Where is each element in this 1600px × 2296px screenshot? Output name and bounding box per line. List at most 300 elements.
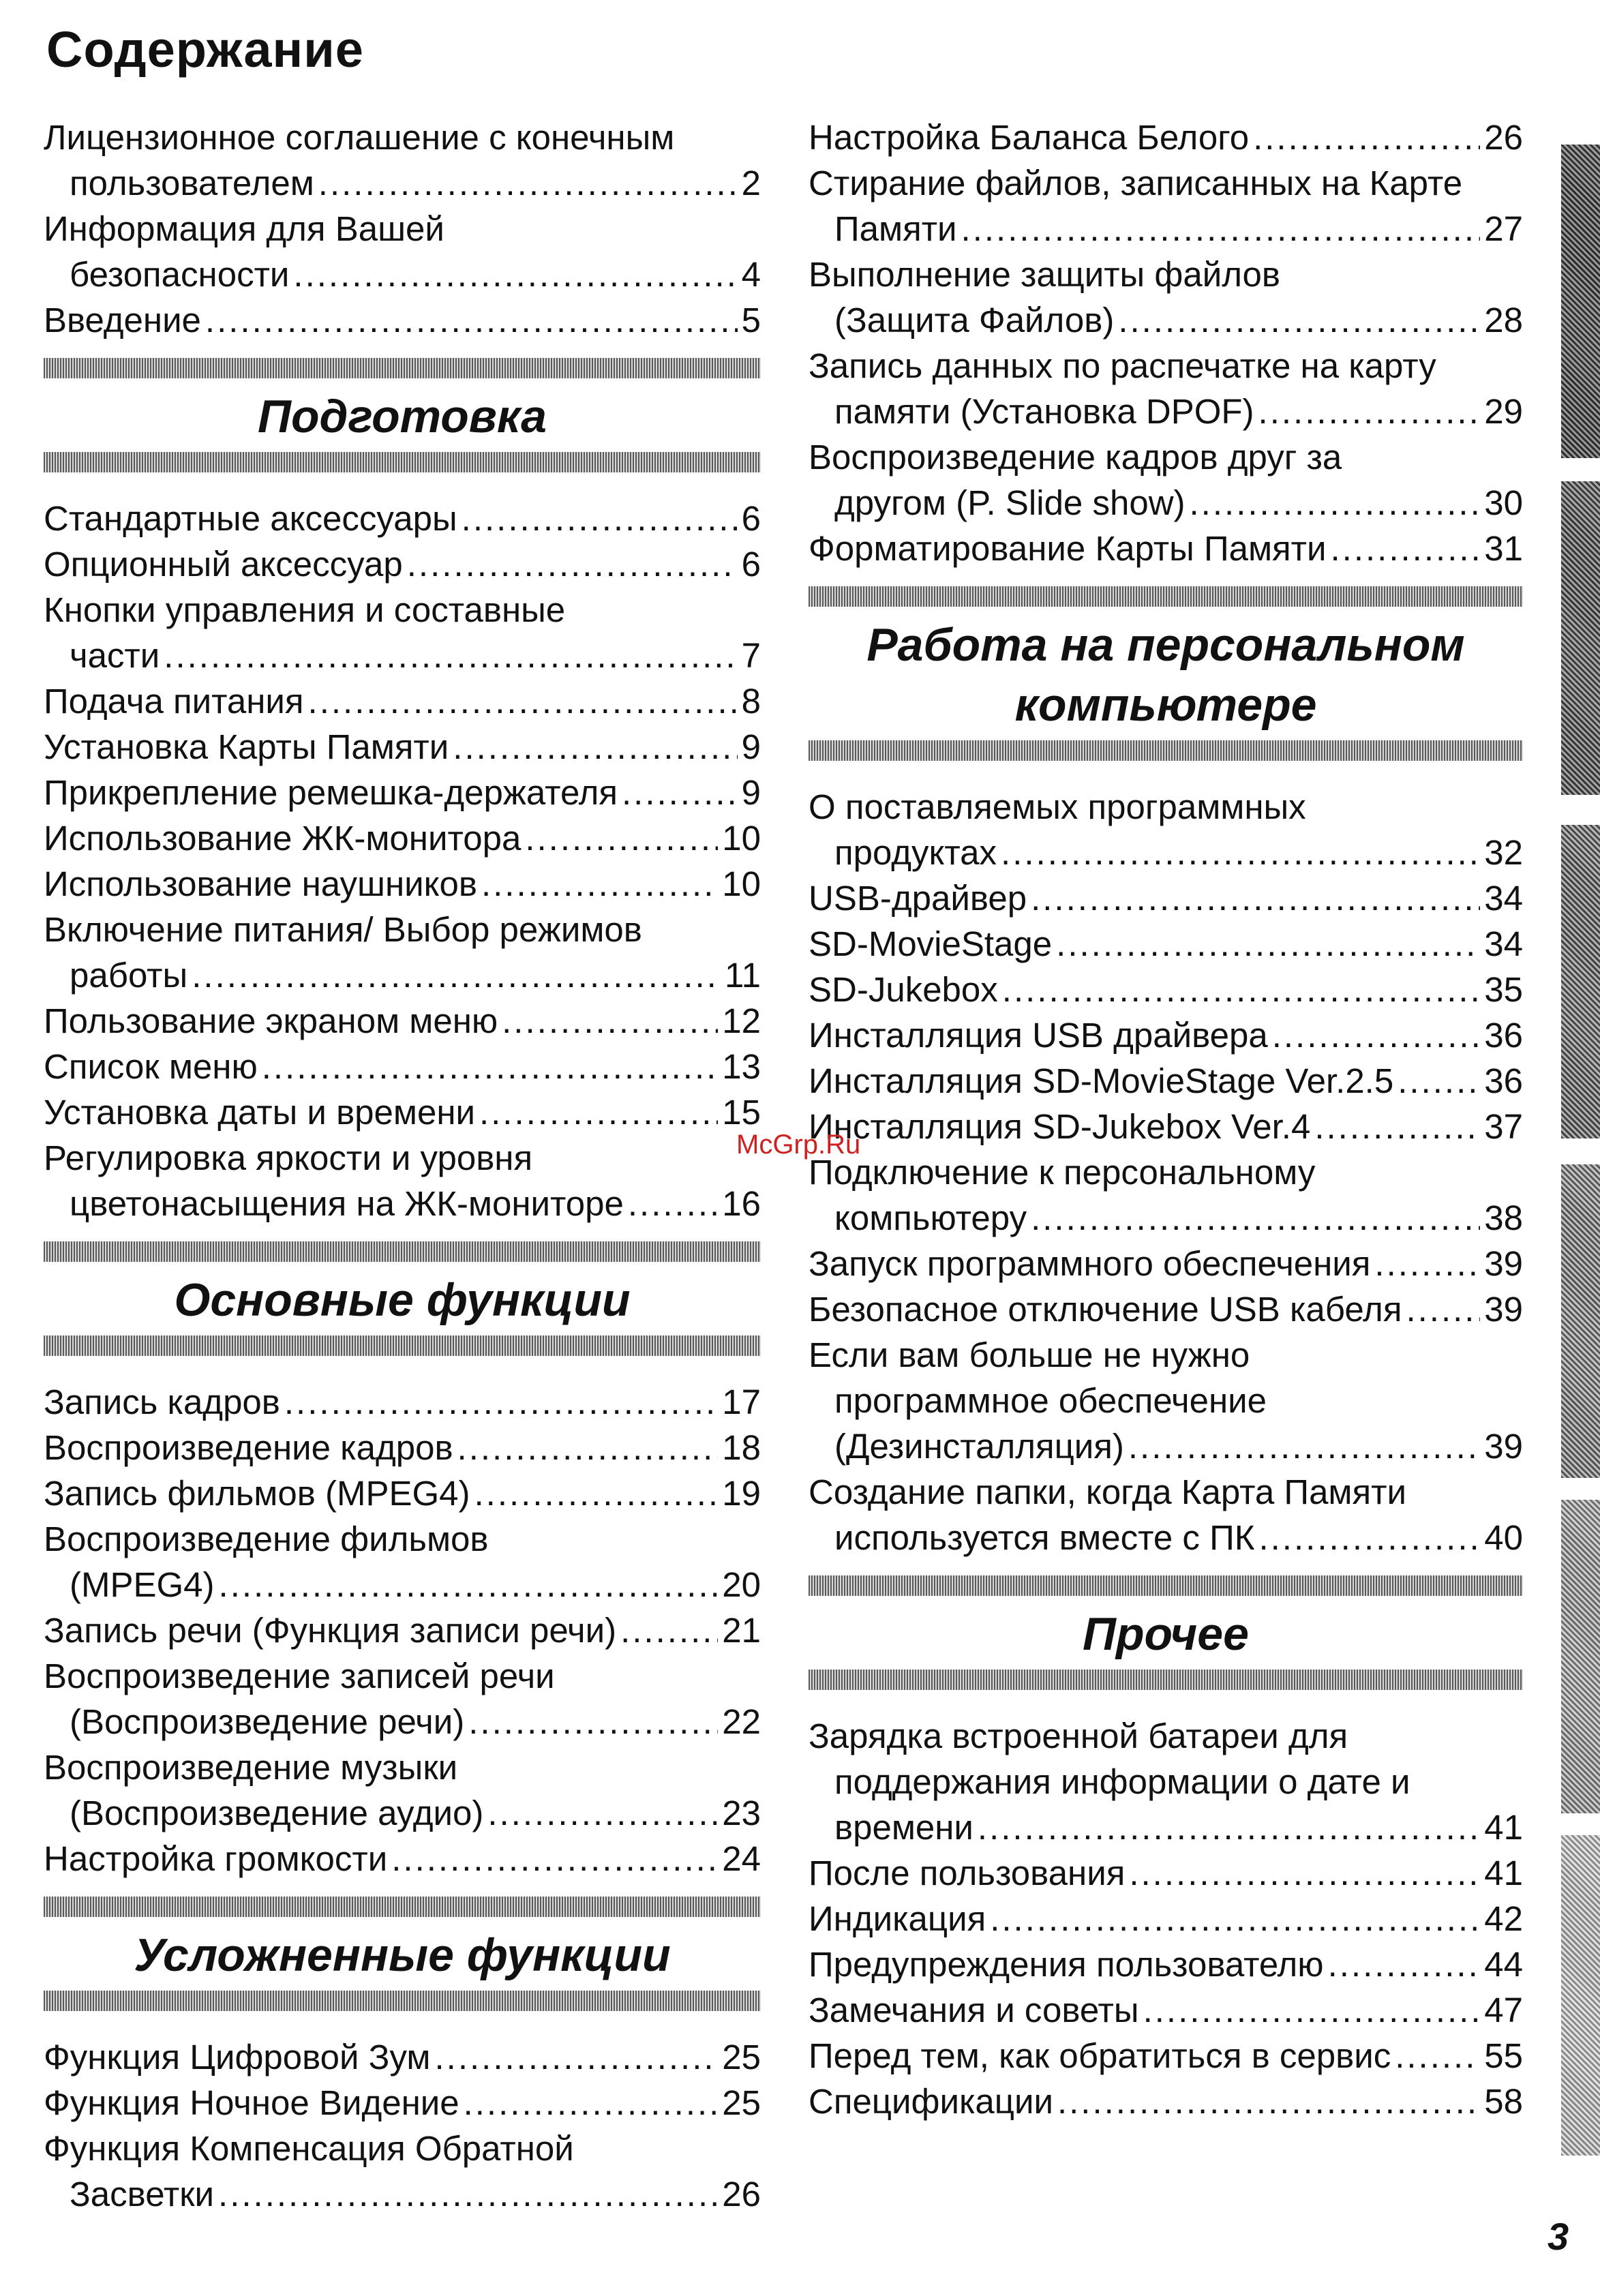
toc-entry-text: Безопасное отключение USB кабеля <box>809 1290 1402 1329</box>
toc-entry-line <box>809 1515 1523 1560</box>
dot-leader <box>453 724 737 770</box>
toc-page-number: 30 <box>1484 483 1523 522</box>
toc-entry-text: Запись кадров <box>44 1383 280 1421</box>
toc-entry-text: Использование ЖК-монитора <box>44 819 522 858</box>
toc-page-number: 10 <box>722 864 761 903</box>
dot-leader <box>219 1562 719 1607</box>
toc-entry[interactable] <box>44 1379 761 1425</box>
toc-entry-line <box>44 1181 761 1226</box>
toc-entry-line <box>809 1759 1523 1804</box>
section-title: Усложненные функции <box>134 1929 671 1981</box>
toc-entry-line <box>809 2033 1523 2079</box>
dot-leader <box>1190 480 1481 526</box>
toc-entry-line <box>44 297 761 343</box>
toc-entry-text: О поставляемых программных <box>809 787 1306 826</box>
toc-right-column <box>809 115 1523 2124</box>
toc-entry[interactable] <box>44 1044 761 1089</box>
dot-leader <box>1002 967 1480 1012</box>
toc-page-number: 7 <box>741 636 761 675</box>
toc-entry-line <box>44 1470 761 1516</box>
toc-entry-text: Подключение к персональному <box>809 1153 1316 1192</box>
toc-page-number: 36 <box>1484 1016 1523 1055</box>
toc-entry-text: памяти (Установка DPOF) <box>834 392 1254 431</box>
toc-page-number: 9 <box>741 773 761 812</box>
page-title: Содержание <box>46 21 364 78</box>
toc-entry-line <box>44 1516 761 1562</box>
toc-entry[interactable] <box>44 1607 761 1653</box>
toc-entry-text: продуктах <box>834 833 997 872</box>
toc-entry-text: (Дезинсталляция) <box>834 1427 1124 1466</box>
toc-entry[interactable] <box>44 115 761 206</box>
toc-entry[interactable] <box>44 1836 761 1882</box>
section-tab-marker <box>1561 1500 1600 1813</box>
dot-leader <box>1253 115 1480 160</box>
toc-entry[interactable] <box>809 1012 1523 1058</box>
section-divider <box>44 1335 761 1356</box>
toc-entry[interactable] <box>44 1089 761 1135</box>
toc-entry-text: пользователем <box>70 164 314 202</box>
toc-entry[interactable] <box>809 2079 1523 2124</box>
toc-entry-text: SD-Jukebox <box>809 970 998 1009</box>
dot-leader <box>481 861 718 907</box>
toc-page-number: 47 <box>1484 1991 1523 2029</box>
dot-leader <box>1398 1058 1480 1104</box>
toc-entry-text: Если вам больше не нужно <box>809 1335 1250 1374</box>
dot-leader <box>1314 1104 1480 1149</box>
section-divider <box>809 1575 1523 1596</box>
toc-entry-line <box>44 496 761 541</box>
dot-leader <box>1031 1195 1480 1241</box>
dot-leader <box>462 496 738 541</box>
dot-leader <box>1374 1241 1480 1286</box>
toc-page-number: 36 <box>1484 1061 1523 1100</box>
dot-leader <box>1143 1987 1481 2033</box>
section-tab-marker <box>1561 481 1600 795</box>
section-divider <box>44 1897 761 1917</box>
dot-leader <box>284 1379 718 1425</box>
toc-entry-line <box>809 1804 1523 1850</box>
toc-entry[interactable] <box>809 1713 1523 1850</box>
toc-entry-line <box>44 1744 761 1790</box>
toc-page-number: 5 <box>741 301 761 339</box>
toc-entry-text: Предупреждения пользователю <box>809 1945 1324 1984</box>
toc-entry-line <box>44 206 761 252</box>
dot-leader <box>1031 875 1480 921</box>
toc-entry-line <box>809 1850 1523 1896</box>
dot-leader <box>622 770 738 815</box>
toc-entry-text: Опционный аксессуар <box>44 545 403 584</box>
toc-entry[interactable] <box>44 678 761 724</box>
dot-leader <box>391 1836 718 1882</box>
toc-page-number: 40 <box>1484 1518 1523 1557</box>
toc-entry-text: Лицензионное соглашение с конечным <box>44 118 675 157</box>
toc-entry-line <box>44 1379 761 1425</box>
toc-page-number: 9 <box>741 727 761 766</box>
toc-entry-text: Информация для Вашей <box>44 209 444 248</box>
toc-entry-text: программное обеспечение <box>834 1381 1267 1420</box>
toc-entry-line <box>44 541 761 587</box>
toc-entry-line <box>809 526 1523 571</box>
toc-page-number: 20 <box>722 1565 761 1604</box>
toc-entry[interactable] <box>809 1286 1523 1332</box>
toc-entry[interactable] <box>44 2126 761 2217</box>
section-divider <box>809 586 1523 607</box>
toc-page-number: 15 <box>722 1093 761 1132</box>
toc-entry-text: Кнопки управления и составные <box>44 590 566 629</box>
toc-entry-line <box>809 784 1523 830</box>
section-header <box>44 358 761 472</box>
toc-entry-line <box>44 1699 761 1744</box>
toc-entry-line <box>44 998 761 1044</box>
toc-entry-text: SD-MovieStage <box>809 924 1053 963</box>
toc-entry-text: работы <box>70 956 188 995</box>
toc-entry[interactable] <box>809 1942 1523 1987</box>
toc-entry-text: Засветки <box>70 2175 215 2214</box>
toc-entry-text: Зарядка встроенной батареи для <box>809 1717 1348 1755</box>
toc-entry[interactable] <box>809 967 1523 1012</box>
dot-leader <box>1328 1942 1481 1987</box>
toc-entry-line <box>44 861 761 907</box>
toc-page-number: 34 <box>1484 924 1523 963</box>
toc-page-number: 58 <box>1484 2082 1523 2121</box>
dot-leader <box>1001 830 1480 875</box>
toc-entry-text: Запись фильмов (MPEG4) <box>44 1474 470 1513</box>
toc-entry-text: Установка даты и времени <box>44 1093 475 1132</box>
toc-entry[interactable] <box>809 1469 1523 1560</box>
toc-entry-text: Пользование экраном меню <box>44 1001 498 1040</box>
section-title: Основные функции <box>174 1274 631 1326</box>
toc-entry[interactable] <box>809 1241 1523 1286</box>
dot-leader <box>1258 389 1481 434</box>
dot-leader <box>474 1470 719 1516</box>
toc-entry-line <box>44 633 761 678</box>
toc-entry-line <box>809 1241 1523 1286</box>
toc-page-number: 8 <box>741 682 761 721</box>
toc-page-number: 41 <box>1484 1808 1523 1847</box>
toc-entry-line <box>44 815 761 861</box>
toc-entry-line <box>44 907 761 952</box>
toc-entry-text: Воспроизведение кадров <box>44 1428 453 1467</box>
toc-entry-line <box>809 967 1523 1012</box>
toc-page-number: 24 <box>722 1839 761 1878</box>
dot-leader <box>628 1181 718 1226</box>
toc-page-number: 25 <box>722 2083 761 2122</box>
toc-entry-line <box>809 1104 1523 1149</box>
toc-entry-text: (MPEG4) <box>70 1565 215 1604</box>
toc-page-number: 39 <box>1484 1290 1523 1329</box>
toc-entry-text: (Воспроизведение аудио) <box>70 1794 484 1832</box>
toc-entry[interactable] <box>809 1058 1523 1104</box>
toc-entry-text: Запуск программного обеспечения <box>809 1244 1371 1283</box>
toc-entry-text: другом (P. Slide show) <box>834 483 1186 522</box>
toc-entry-text: Инсталляция USB драйвера <box>809 1016 1268 1055</box>
toc-entry-text: Включение питания/ Выбор режимов <box>44 910 642 949</box>
toc-entry[interactable] <box>44 1135 761 1226</box>
dot-leader <box>620 1607 718 1653</box>
toc-entry-text: цветонасыщения на ЖК-мониторе <box>70 1184 624 1223</box>
toc-entry-text: Настройка Баланса Белого <box>809 118 1250 157</box>
toc-entry-line <box>44 2034 761 2080</box>
toc-entry-line <box>44 678 761 724</box>
toc-page-number: 23 <box>722 1794 761 1832</box>
toc-entry-text: Замечания и советы <box>809 1991 1139 2029</box>
toc-entry-text: Прикрепление ремешка-держателя <box>44 773 618 812</box>
toc-entry-line <box>809 1942 1523 1987</box>
toc-entry[interactable] <box>809 343 1523 434</box>
dot-leader <box>407 541 738 587</box>
toc-entry-line <box>809 1149 1523 1195</box>
toc-entry-text: Использование наушников <box>44 864 477 903</box>
toc-page-number: 34 <box>1484 879 1523 918</box>
toc-page-number: 42 <box>1484 1899 1523 1938</box>
toc-entry-text: Инсталляция SD-MovieStage Ver.2.5 <box>809 1061 1394 1100</box>
toc-page-number: 18 <box>722 1428 761 1467</box>
dot-leader <box>1128 1423 1480 1469</box>
toc-page-number: 29 <box>1484 392 1523 431</box>
toc-entry-line <box>44 1653 761 1699</box>
toc-page-number: 35 <box>1484 970 1523 1009</box>
toc-entry[interactable] <box>44 1744 761 1836</box>
dot-leader <box>205 297 738 343</box>
dot-leader <box>434 2034 718 2080</box>
toc-entry-text: USB-драйвер <box>809 879 1027 918</box>
section-tab-marker <box>1561 145 1600 458</box>
toc-page-number: 38 <box>1484 1198 1523 1237</box>
dot-leader <box>464 2080 719 2126</box>
toc-page-number: 21 <box>722 1611 761 1650</box>
toc-entry[interactable] <box>44 206 761 297</box>
dot-leader <box>457 1425 719 1470</box>
toc-entry-text: Воспроизведение музыки <box>44 1748 458 1787</box>
dot-leader <box>318 160 738 206</box>
toc-entry[interactable] <box>809 1987 1523 2033</box>
dot-leader <box>479 1089 718 1135</box>
dot-leader <box>262 1044 719 1089</box>
toc-entry-text: Форматирование Карты Памяти <box>809 529 1327 568</box>
section-header <box>44 1897 761 2011</box>
toc-entry-text: (Воспроизведение речи) <box>70 1702 465 1741</box>
dot-leader <box>487 1790 718 1836</box>
toc-page-number: 39 <box>1484 1244 1523 1283</box>
toc-page-number: 44 <box>1484 1945 1523 1984</box>
toc-entry[interactable] <box>44 541 761 587</box>
toc-entry[interactable] <box>44 861 761 907</box>
toc-entry-text: Воспроизведение кадров друг за <box>809 438 1342 477</box>
toc-left-column <box>44 115 761 2217</box>
toc-entry-line <box>44 1089 761 1135</box>
toc-entry-line <box>809 1713 1523 1759</box>
toc-page-number: 17 <box>722 1383 761 1421</box>
toc-entry-text: Настройка громкости <box>44 1839 388 1878</box>
toc-entry-line <box>44 952 761 998</box>
section-header <box>44 1241 761 1356</box>
section-title: Подготовка <box>258 391 547 442</box>
toc-entry-text: Спецификации <box>809 2082 1053 2121</box>
toc-entry[interactable] <box>44 496 761 541</box>
toc-entry-line <box>809 115 1523 160</box>
toc-entry[interactable] <box>44 1470 761 1516</box>
toc-entry[interactable] <box>809 784 1523 875</box>
toc-entry[interactable] <box>44 2080 761 2126</box>
toc-entry-text: используется вместе с ПК <box>834 1518 1255 1557</box>
section-divider <box>809 740 1523 761</box>
toc-entry[interactable] <box>809 526 1523 571</box>
toc-entry-line <box>809 1058 1523 1104</box>
dot-leader <box>192 952 721 998</box>
toc-page-number: 10 <box>722 819 761 858</box>
dot-leader <box>1057 2079 1480 2124</box>
toc-page-number: 28 <box>1484 301 1523 339</box>
toc-entry-line <box>809 1896 1523 1942</box>
toc-entry[interactable] <box>809 875 1523 921</box>
toc-entry[interactable] <box>44 297 761 343</box>
toc-entry-text: Индикация <box>809 1899 986 1938</box>
toc-entry-text: безопасности <box>70 255 290 294</box>
section-divider <box>44 1241 761 1262</box>
toc-entry-text: Функция Цифровой Зум <box>44 2038 431 2076</box>
toc-entry[interactable] <box>44 998 761 1044</box>
toc-entry[interactable] <box>809 434 1523 526</box>
toc-page-number: 26 <box>722 2175 761 2214</box>
dot-leader <box>961 206 1481 252</box>
toc-entry-line <box>44 160 761 206</box>
toc-entry-text: Запись данных по распечатке на карту <box>809 346 1436 385</box>
toc-entry[interactable] <box>44 815 761 861</box>
toc-entry-text: части <box>70 636 160 675</box>
toc-entry-text: Стандартные аксессуары <box>44 499 457 538</box>
toc-entry-line <box>809 160 1523 206</box>
toc-entry-line <box>809 206 1523 252</box>
toc-page-number: 13 <box>722 1047 761 1086</box>
toc-entry-line <box>809 252 1523 297</box>
toc-entry-text: компьютеру <box>834 1198 1027 1237</box>
toc-page-number: 6 <box>741 499 761 538</box>
toc-entry-text: Список меню <box>44 1047 258 1086</box>
toc-entry-line <box>809 921 1523 967</box>
page-number: 3 <box>1548 2215 1569 2258</box>
toc-page-number: 22 <box>722 1702 761 1741</box>
dot-leader <box>1272 1012 1481 1058</box>
dot-leader <box>1129 1850 1480 1896</box>
toc-entry-line <box>809 1423 1523 1469</box>
toc-page-number: 55 <box>1484 2036 1523 2075</box>
toc-entry-text: Запись речи (Функция записи речи) <box>44 1611 617 1650</box>
section-divider <box>44 1991 761 2011</box>
toc-entry-line <box>809 2079 1523 2124</box>
section-header <box>809 1575 1523 1690</box>
dot-leader <box>218 2171 718 2217</box>
toc-entry-line <box>44 1790 761 1836</box>
toc-entry-line <box>809 1332 1523 1378</box>
section-header <box>809 586 1523 761</box>
toc-entry-text: Функция Ночное Видение <box>44 2083 459 2122</box>
dot-leader <box>990 1896 1480 1942</box>
section-divider <box>809 1670 1523 1690</box>
toc-entry-text: Регулировка яркости и уровня <box>44 1138 533 1177</box>
toc-entry[interactable] <box>809 1332 1523 1469</box>
toc-entry[interactable] <box>44 770 761 815</box>
watermark: McGrp.Ru <box>736 1130 861 1160</box>
toc-entry-line <box>44 252 761 297</box>
toc-page-number: 39 <box>1484 1427 1523 1466</box>
toc-page-number: 19 <box>722 1474 761 1513</box>
toc-entry-text: поддержания информации о дате и <box>834 1762 1410 1801</box>
toc-entry-line <box>809 1469 1523 1515</box>
toc-entry[interactable] <box>44 2034 761 2080</box>
toc-entry-line <box>809 1195 1523 1241</box>
section-tab-marker <box>1561 1164 1600 1478</box>
toc-entry[interactable] <box>44 724 761 770</box>
toc-entry-text: Памяти <box>834 209 957 248</box>
dot-leader <box>1331 526 1481 571</box>
toc-page-number: 25 <box>722 2038 761 2076</box>
section-tab-marker <box>1561 1835 1600 2156</box>
dot-leader <box>1056 921 1480 967</box>
toc-entry[interactable] <box>44 1425 761 1470</box>
dot-leader <box>1258 1515 1480 1560</box>
toc-entry-line <box>44 1607 761 1653</box>
section-title: Прочее <box>1083 1608 1249 1660</box>
toc-page-number: 27 <box>1484 209 1523 248</box>
toc-entry-text: Подача питания <box>44 682 304 721</box>
toc-entry[interactable] <box>809 115 1523 160</box>
toc-entry-line <box>809 480 1523 526</box>
toc-entry[interactable] <box>809 1896 1523 1942</box>
section-title: Работа на персональном компьютере <box>866 619 1465 731</box>
dot-leader <box>502 998 718 1044</box>
toc-entry[interactable] <box>809 1850 1523 1896</box>
toc-entry-text: Инсталляция SD-Jukebox Ver.4 <box>809 1107 1311 1146</box>
toc-entry-line <box>44 115 761 160</box>
toc-page-number: 2 <box>741 164 761 202</box>
toc-entry-line <box>809 875 1523 921</box>
toc-entry-line <box>44 1135 761 1181</box>
toc-entry[interactable] <box>809 921 1523 967</box>
toc-entry-line <box>809 830 1523 875</box>
toc-entry[interactable] <box>44 1516 761 1607</box>
toc-page-number: 37 <box>1484 1107 1523 1146</box>
dot-leader <box>308 678 738 724</box>
dot-leader <box>978 1804 1480 1850</box>
toc-entry-text: Функция Компенсация Обратной <box>44 2129 574 2168</box>
toc-page-number: 41 <box>1484 1854 1523 1892</box>
toc-entry[interactable] <box>809 160 1523 252</box>
section-tab-marker <box>1561 825 1600 1138</box>
toc-entry-line <box>809 1987 1523 2033</box>
toc-entry[interactable] <box>809 1149 1523 1241</box>
dot-leader <box>1118 297 1480 343</box>
toc-entry[interactable] <box>44 907 761 998</box>
toc-entry-line <box>44 2080 761 2126</box>
section-divider <box>44 452 761 472</box>
toc-entry[interactable] <box>809 252 1523 343</box>
dot-leader <box>1406 1286 1480 1332</box>
dot-leader <box>468 1699 718 1744</box>
toc-entry-text: Перед тем, как обратиться в сервис <box>809 2036 1391 2075</box>
toc-entry-line <box>44 2171 761 2217</box>
toc-entry[interactable] <box>809 2033 1523 2079</box>
toc-entry[interactable] <box>44 1653 761 1744</box>
toc-entry[interactable] <box>44 587 761 678</box>
toc-entry-text: Введение <box>44 301 201 339</box>
toc-page-number: 32 <box>1484 833 1523 872</box>
toc-entry[interactable] <box>809 1104 1523 1149</box>
toc-entry-text: времени <box>834 1808 973 1847</box>
toc-entry-line <box>809 297 1523 343</box>
toc-entry-text: Выполнение защиты файлов <box>809 255 1280 294</box>
dot-leader <box>1395 2033 1480 2079</box>
toc-page-number: 26 <box>1484 118 1523 157</box>
